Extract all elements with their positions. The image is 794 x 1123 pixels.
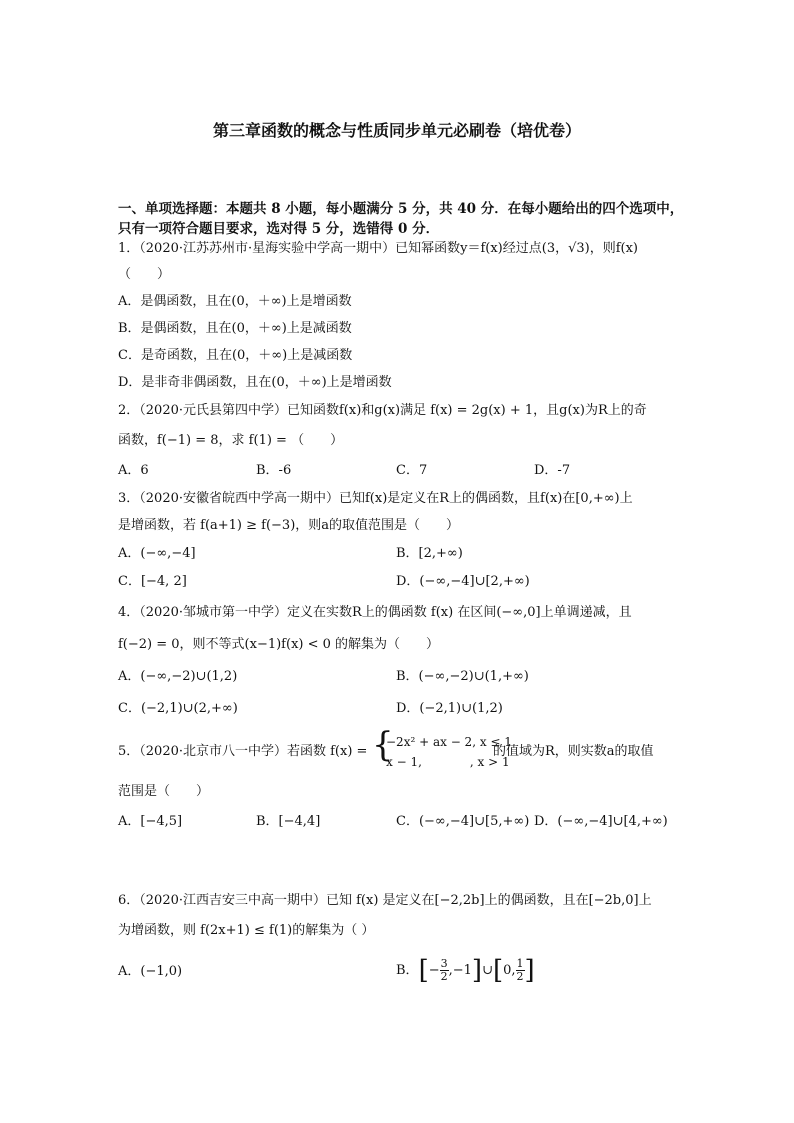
q5-stem-post: 的值域为R，则实数a的取值 [493,744,654,759]
left-bracket-2: [ [492,955,504,986]
fraction-one-half [516,958,525,983]
q3-option-a: A．(−∞,−4] [118,546,196,561]
union-symbol: ∪ [482,963,493,978]
q2-option-c: C．7 [396,463,428,478]
q3-stem-line2: 是增函数，若 f(a+1) ≥ f(−3)，则a的取值范围是（ ） [118,518,460,533]
section-heading-line1: 一、单项选择题：本题共 8 小题，每小题满分 5 分，共 40 分．在每小题给出的四个选项中， [118,201,684,217]
q6-option-b: B．[− $\frac{3}{2}$ ,−1]∪[0, $\frac{1}{2}$ ] [396,955,535,986]
q5-option-d: D．(−∞,−4]∪[4,+∞) [534,814,668,829]
q4-option-c: C．(−2,1)∪(2,+∞) [118,701,238,716]
q3-option-b: B．[2,+∞) [396,546,463,561]
q4-option-b: B．(−∞,−2)∪(1,+∞) [396,669,529,684]
q6-option-b-label: B． [396,963,419,978]
q6-stem-line1: 6．（2020·江西吉安三中高一期中）已知 f(x) 是定义在[−2,2b]上的偶函数，且在[−2b,0]上 [118,893,652,908]
fraction-numerator: 3 [440,957,448,970]
right-bracket-2: ] [524,955,535,986]
q4-option-a: A．(−∞,−2)∪(1,2) [118,669,238,684]
q5-option-c: C．(−∞,−4]∪[5,+∞) [396,814,530,829]
q6-option-b-zero: 0, [503,963,516,978]
q5-option-a: A．[−4,5] [118,814,183,829]
q3-option-d: D．(−∞,−4]∪[2,+∞) [396,574,530,589]
q4-stem-line2: f(−2) = 0，则不等式(x−1)f(x) < 0 的解集为（ ） [118,637,440,652]
q1-stem-line2: （ ） [118,267,171,282]
q1-stem-line1: 1．（2020·江苏苏州市·星海实验中学高一期中）已知幂函数y＝f(x)经过点(3，√3)，则f(x) [118,241,639,256]
q6-option-a: A．(−1,0) [118,964,183,979]
fraction-three-halves [440,958,449,983]
page-title: 第三章函数的概念与性质同步单元必刷卷（培优卷） [212,121,581,140]
q6-stem-line2: 为增函数，则 f(2x+1) ≤ f(1)的解集为（ ） [118,923,375,938]
q5-case-2: x − 1, , x > 1 [386,755,510,769]
section-heading-line2: 只有一项符合题目要求，选对得 5 分，选错得 0 分． [118,221,440,237]
q2-option-d: D．-7 [534,463,571,478]
q4-option-d: D．(−2,1)∪(1,2) [396,701,503,716]
q5-stem-pre: 5．（2020·北京市八一中学）若函数 f(x) = [118,744,368,759]
piecewise-brace: { [372,725,394,765]
q1-option-b: B．是偶函数，且在(0，＋∞)上是减函数 [118,321,352,336]
q3-option-c: C．[−4, 2] [118,574,187,589]
left-bracket: [ [418,955,429,986]
q5-option-b: B．[−4,4] [256,814,321,829]
q1-option-c: C．是奇函数，且在(0，＋∞)上是减函数 [118,348,353,363]
q1-option-a: A．是偶函数，且在(0，＋∞)上是增函数 [118,294,352,309]
q2-option-b: B．-6 [256,463,292,478]
q5-case-1: −2x² + ax − 2, x ≤ 1 [386,735,512,749]
q6-option-b-mid: ,−1 [448,963,472,978]
fraction-numerator-2: 1 [516,957,524,970]
right-bracket: ] [471,955,483,986]
q2-stem-line2: 函数，f(−1) = 8，求 f(1) = （ ） [118,433,344,448]
q4-stem-line1: 4．（2020·邹城市第一中学）定义在实数R上的偶函数 f(x) 在区间(−∞,0]上单调递减，且 [118,605,632,620]
q5-stem-line2: 范围是（ ） [118,784,210,799]
fraction-denominator-2: 2 [516,970,524,983]
q2-stem-line1: 2．（2020·元氏县第四中学）已知函数f(x)和g(x)满足 f(x) = 2g(x) + 1，且g(x)为R上的奇 [118,403,647,418]
q1-option-d: D．是非奇非偶函数，且在(0，＋∞)上是增函数 [118,375,392,390]
q3-stem-line1: 3．（2020·安徽省皖西中学高一期中）已知f(x)是定义在R上的偶函数，且f(x)在[0,+∞)上 [118,491,633,506]
q2-option-a: A．6 [118,463,149,478]
fraction-denominator: 2 [440,970,448,983]
